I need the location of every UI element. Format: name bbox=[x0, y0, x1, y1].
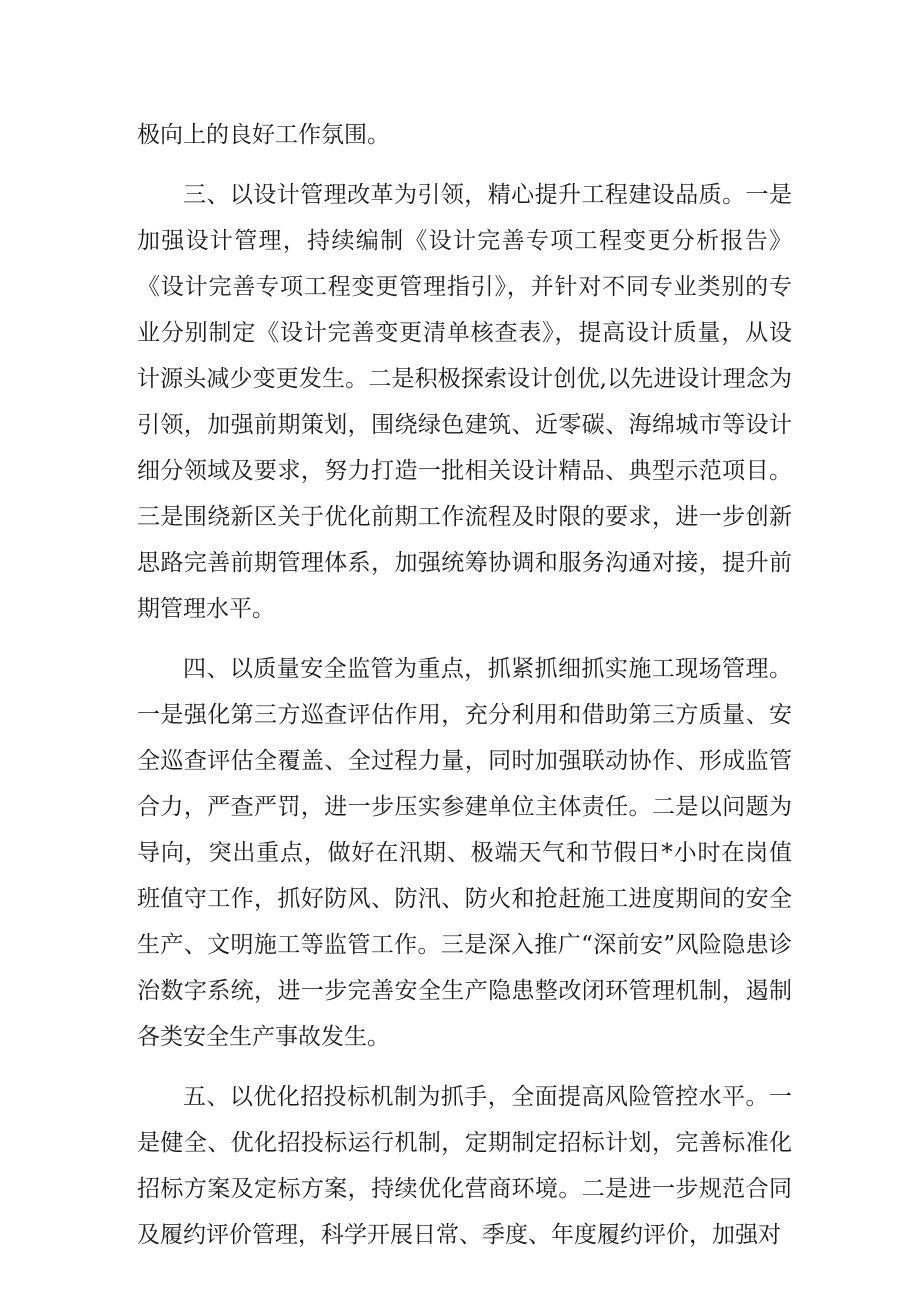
paragraph-section-five: 五、以优化招投标机制为抓手，全面提高风险管控水平。一是健全、优化招投标运行机制，定期制定招标计划，完善标准化招标方案及定标方案，持续优化营商环境。二是进一步规范合同及履约评价管理，科学开展日常、季度、年度履约评价，加强对 bbox=[137, 1084, 792, 1248]
paragraph-section-three: 三、以设计管理改革为引领，精心提升工程建设品质。一是加强设计管理，持续编制《设计完善专项工程变更分析报告》《设计完善专项工程变更管理指引》，并针对不同专业类别的专业分别制定《设计完善变更清单核查表》，提高设计质量，从设计源头减少变更发生。二是积极探索设计创优,以先进设计理念为引领，加强前期策划，围绕绿色建筑、近零碳、海绵城市等设计细分领域及要求，努力打造一批相关设计精品、典型示范项目。三是围绕新区关于优化前期工作流程及时限的要求，进一步创新思路完善前期管理体系，加强统筹协调和服务沟通对接，提升前期管理水平。 bbox=[137, 182, 792, 622]
paragraph-continuation: 极向上的良好工作氛围。 bbox=[137, 122, 390, 148]
paragraph-section-four: 四、以质量安全监管为重点，抓紧抓细抓实施工现场管理。一是强化第三方巡查评估作用，充分利用和借助第三方质量、安全巡查评估全覆盖、全过程力量，同时加强联动协作、形成监管合力，严查严罚，进一步压实参建单位主体责任。二是以问题为导向，突出重点，做好在汛期、极端天气和节假日*小时在岗值班值守工作，抓好防风、防汛、防火和抢赶施工进度期间的安全生产、文明施工等监管工作。三是深入推广“深前安”风险隐患诊治数字系统，进一步完善安全生产隐患整改闭环管理机制，遏制各类安全生产事故发生。 bbox=[137, 656, 792, 1050]
document-body bbox=[137, 112, 792, 1258]
